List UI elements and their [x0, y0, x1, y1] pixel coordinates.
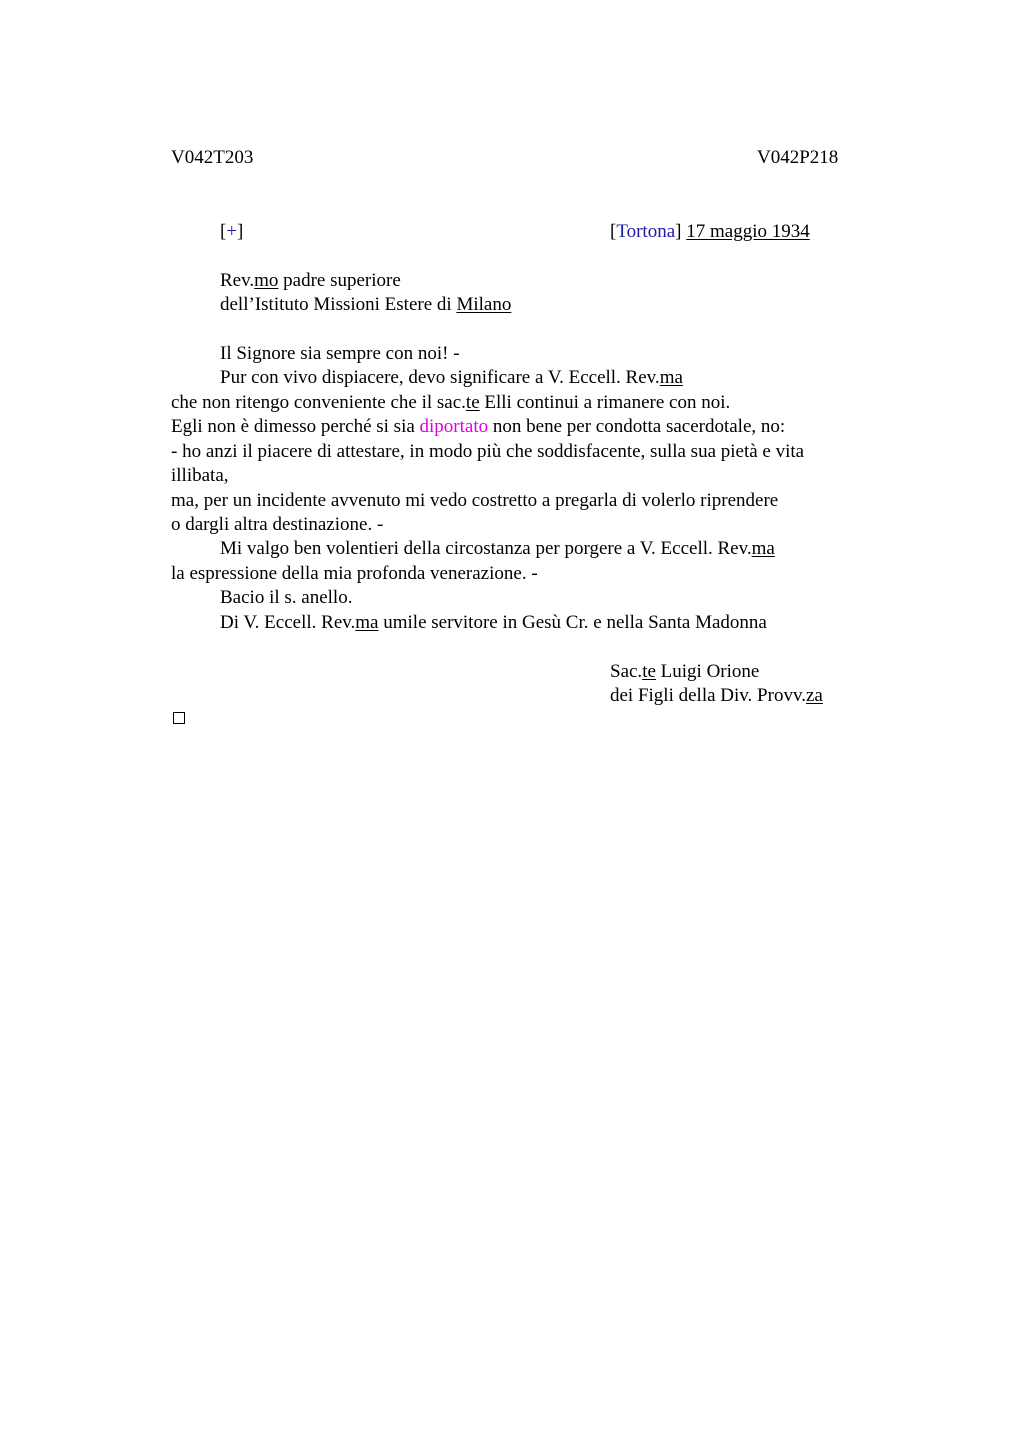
- cross-mark: [220, 220, 243, 244]
- text-segment: Mi valgo ben volentieri della circostanza per porgere a V. Eccell. Rev.: [220, 538, 752, 559]
- addressee-line-2: [220, 293, 511, 317]
- signature-line-2: [610, 684, 823, 708]
- text-segment: padre superiore: [278, 270, 401, 291]
- abbreviation: ma: [355, 612, 379, 633]
- abbreviation: te: [642, 661, 656, 682]
- highlighted-word: diportato: [419, 416, 489, 437]
- document-code-left: V042T203: [171, 147, 254, 168]
- body-line: [171, 391, 730, 415]
- body-line: - ho anzi il piacere di attestare, in modo più che soddisfacente, sulla sua pietà e vita: [171, 441, 805, 462]
- bracket-close: ]: [675, 221, 682, 242]
- body-line: [220, 366, 683, 390]
- place-date: [610, 220, 810, 244]
- text-segment: dei Figli della Div. Provv.: [610, 685, 806, 706]
- greeting: Il Signore sia sempre con noi! -: [220, 343, 460, 364]
- text-segment: Sac.: [610, 661, 643, 682]
- text-segment: Egli non è dimesso perché si sia: [171, 416, 420, 437]
- text-segment: umile servitore in Gesù Cr. e nella Santa Madonna: [378, 612, 767, 633]
- bracket-open: [: [220, 221, 227, 242]
- bracket-close: ]: [237, 221, 244, 242]
- text-segment: dell’Istituto Missioni Estere di: [220, 294, 457, 315]
- text-segment: Rev.: [220, 270, 255, 291]
- abbreviation: ma: [751, 538, 775, 559]
- text-segment: Pur con vivo dispiacere, devo significare a V. Eccell. Rev.: [220, 367, 660, 388]
- body-line: [171, 415, 785, 439]
- body-line: illibata,: [171, 465, 229, 486]
- body-line: o dargli altra destinazione. -: [171, 514, 384, 535]
- addressee-line-1: [220, 269, 401, 293]
- signature-line-1: [610, 660, 759, 684]
- body-line: Bacio il s. anello.: [220, 587, 353, 608]
- abbreviation: mo: [254, 270, 279, 291]
- end-marker-checkbox-icon: [173, 712, 185, 724]
- text-segment: Elli continui a rimanere con noi.: [479, 392, 731, 413]
- text-segment: non bene per condotta sacerdotale, no:: [488, 416, 786, 437]
- cross-icon: +: [226, 221, 238, 242]
- text-segment: Di V. Eccell. Rev.: [220, 612, 356, 633]
- body-line: la espressione della mia profonda venerazione. -: [171, 563, 538, 584]
- body-line: [220, 537, 775, 561]
- text-segment: che non ritengo conveniente che il sac.: [171, 392, 466, 413]
- text-segment: Luigi Orione: [655, 661, 760, 682]
- letter-date: 17 maggio 1934: [686, 221, 810, 242]
- body-line: ma, per un incidente avvenuto mi vedo costretto a pregarla di volerlo riprendere: [171, 490, 779, 511]
- bracket-open: [: [610, 221, 617, 242]
- closing-line: [220, 611, 767, 635]
- document-code-right: V042P218: [757, 147, 839, 168]
- place-name: Tortona: [616, 221, 676, 242]
- abbreviation: za: [805, 685, 823, 706]
- abbreviation: te: [465, 392, 480, 413]
- city-name: Milano: [456, 294, 512, 315]
- abbreviation: ma: [659, 367, 683, 388]
